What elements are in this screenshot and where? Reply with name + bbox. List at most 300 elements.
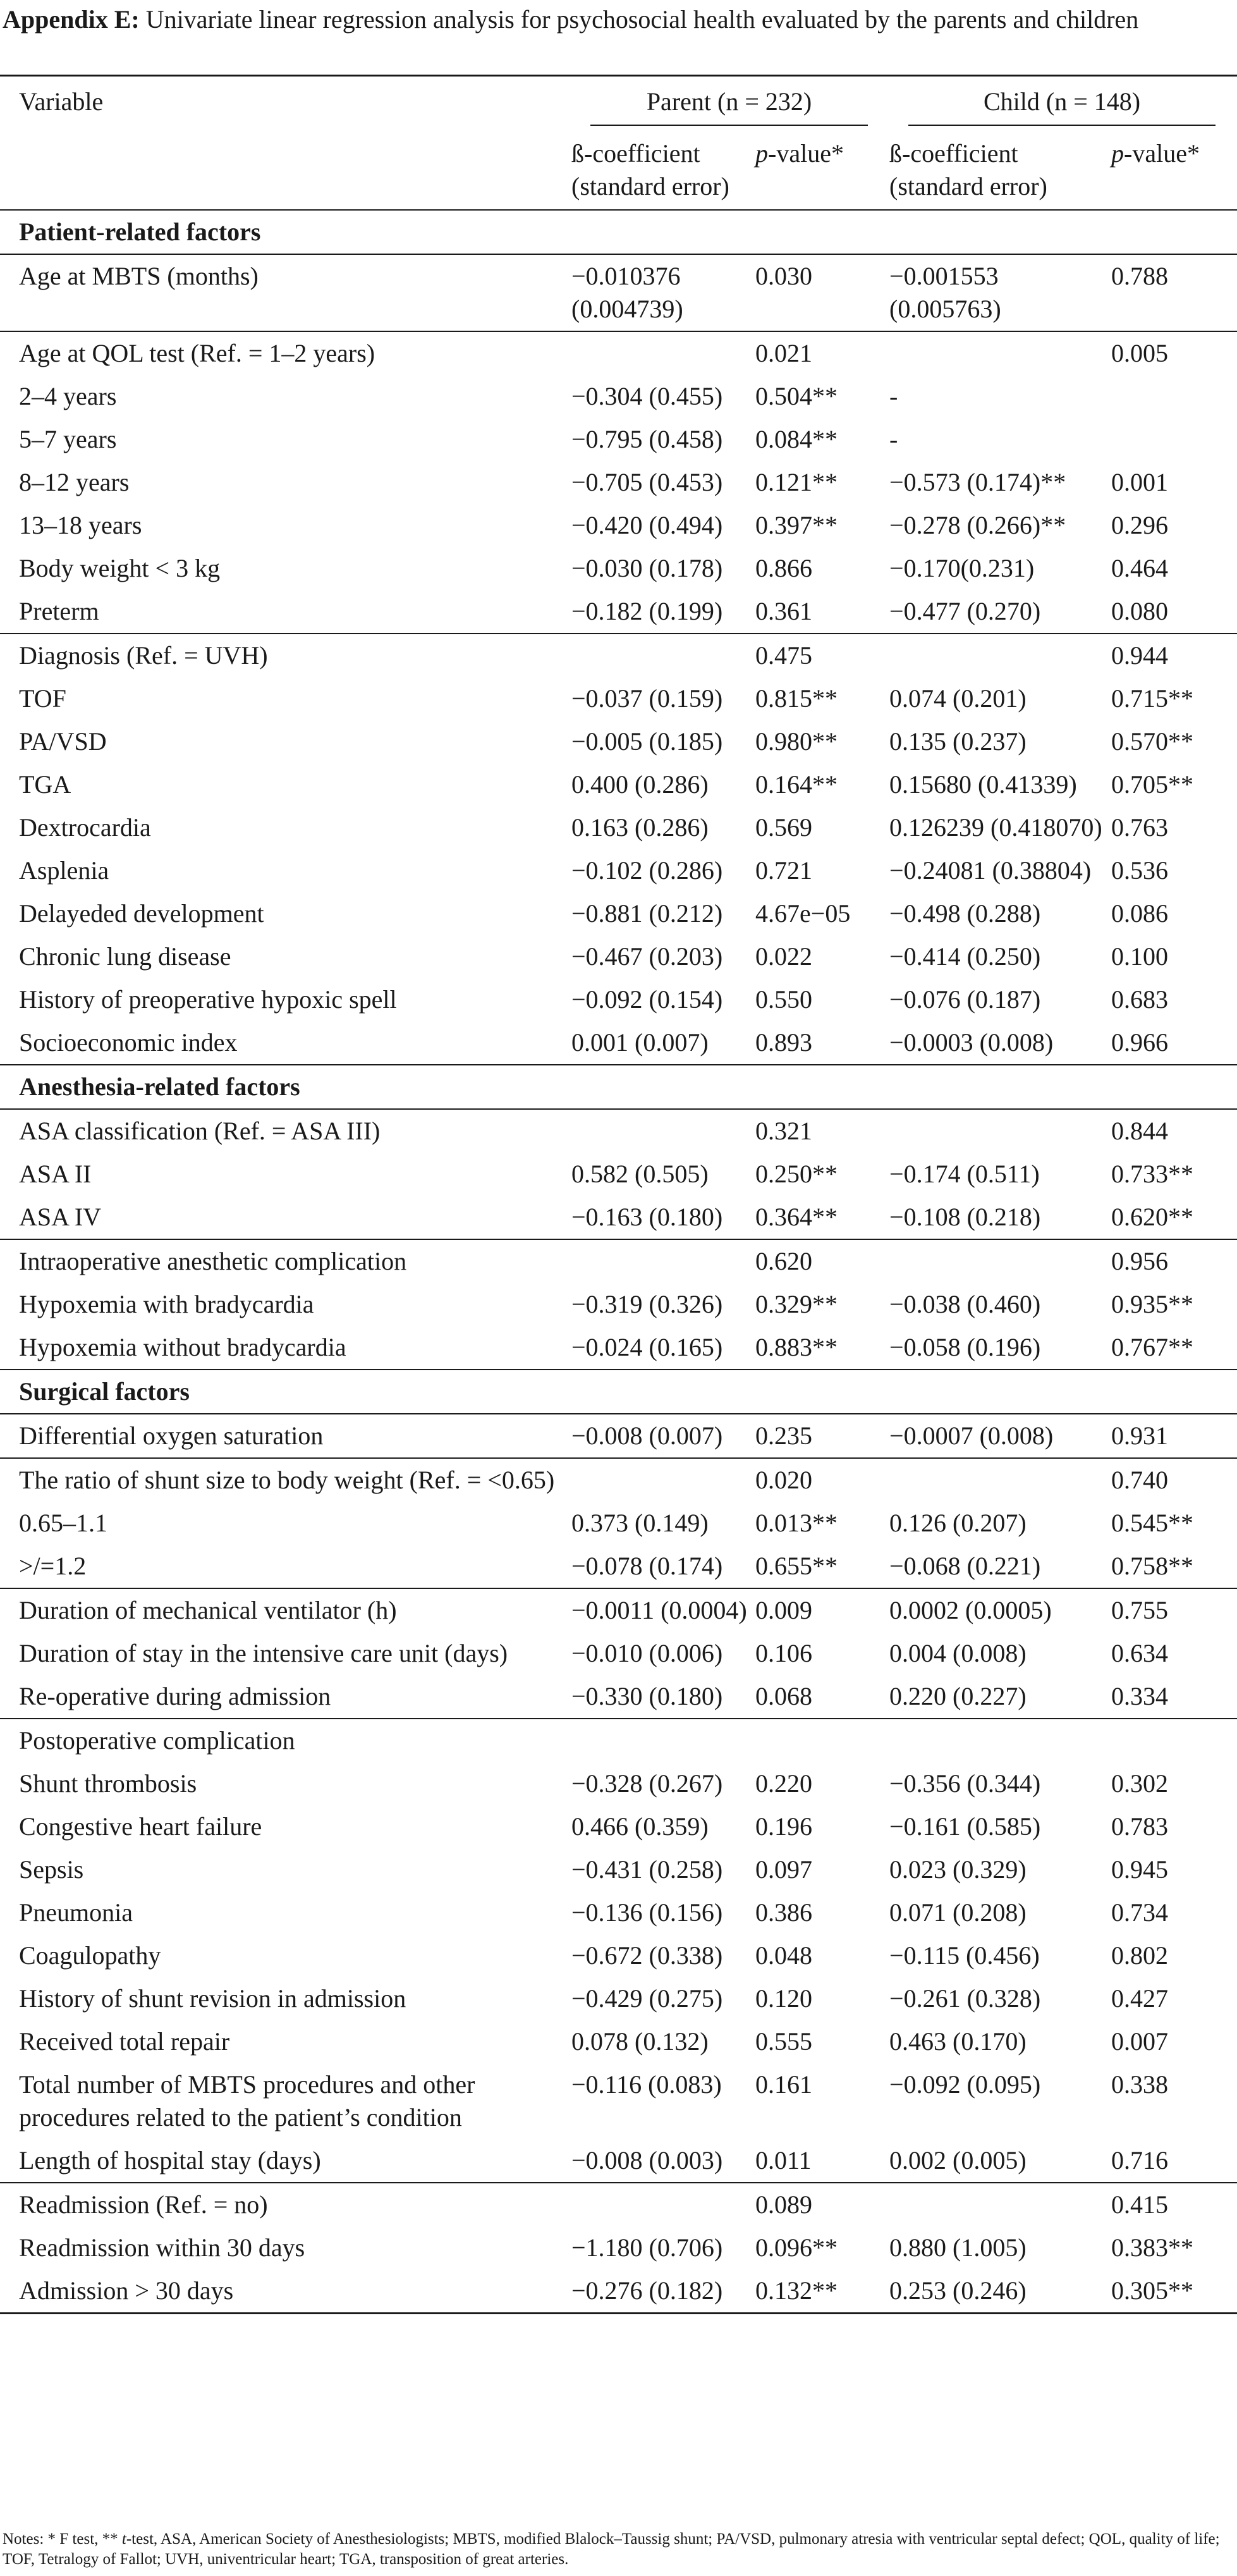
row-label: Intraoperative anesthetic complication [0,1239,571,1283]
header-blank [0,132,571,210]
parent-p-cell: 0.321 [755,1109,889,1153]
parent-p-cell: 0.021 [755,331,889,375]
table-row [0,1326,1237,1370]
parent-p-cell: 0.096** [755,2233,838,2262]
child-beta-cell: 0.880 (1.005) [889,2233,1027,2262]
child-p-cell: 0.788 [1111,254,1237,331]
parent-beta-cell: −0.429 (0.275) [571,1984,723,2013]
parent-p-cell: 0.106 [755,1639,812,1667]
parent-beta-cell: −0.024 (0.165) [571,1333,723,1361]
table-row [0,1632,1237,1675]
child-p-cell: 0.001 [1111,468,1169,496]
child-p-cell: 0.100 [1111,942,1169,971]
row-label: Anesthesia-related factors [0,1065,571,1109]
header-variable: Variable [0,76,571,133]
parent-p-cell [755,1065,889,1109]
child-p-cell: 0.715** [1111,684,1194,713]
child-p-cell [1111,210,1237,254]
table-row [0,1109,1237,1153]
row-label: Differential oxygen saturation [0,1414,571,1458]
child-p-cell: 0.945 [1111,1855,1169,1884]
table-row [0,2226,1237,2269]
parent-beta-cell [571,2183,755,2226]
parent-beta-cell: −0.276 (0.182) [571,2269,755,2314]
table-row [0,1719,1237,1762]
parent-p-cell: 0.097 [755,1855,812,1884]
header-beta-parent: ß-coefficient (standard error) [571,139,729,200]
header-parent-group [571,76,889,133]
child-p-cell: 0.334 [1111,1682,1169,1710]
parent-p-cell: 0.161 [755,2070,812,2099]
table-row [0,763,1237,806]
parent-beta-cell: −0.467 (0.203) [571,942,723,971]
row-label: Age at QOL test (Ref. = 1–2 years) [0,331,571,375]
parent-beta-cell [571,1719,755,1762]
child-beta-cell: −0.092 (0.095) [889,2070,1041,2099]
row-label: ASA classification (Ref. = ASA III) [0,1109,571,1153]
row-label: Hypoxemia with bradycardia [19,1290,314,1318]
child-beta-cell: 0.253 (0.246) [889,2269,1111,2314]
parent-beta-cell: −0.008 (0.007) [571,1414,755,1458]
child-p-cell: 0.305** [1111,2269,1237,2314]
row-label: Readmission within 30 days [19,2233,305,2262]
child-beta-cell: −0.001553 (0.005763) [889,254,1111,331]
child-beta-cell: −0.108 (0.218) [889,1203,1041,1231]
child-beta-cell [889,1458,1111,1502]
row-label: Patient-related factors [0,210,571,254]
table-row [0,634,1237,677]
parent-beta-cell [571,1239,755,1283]
child-p-cell [1111,1370,1237,1414]
parent-p-cell: 0.397** [755,511,838,539]
parent-p-cell: 0.883** [755,1333,838,1361]
table-row [0,590,1237,634]
table-row [0,2183,1237,2226]
row-label: 0.65–1.1 [19,1509,107,1537]
child-beta-cell: - [889,425,898,453]
child-p-cell: 0.683 [1111,985,1169,1014]
child-beta-cell [889,210,1111,254]
parent-p-cell: 0.235 [755,1414,889,1458]
parent-p-cell: 0.364** [755,1203,838,1231]
child-p-cell: 0.733** [1111,1160,1194,1188]
child-beta-cell [889,1065,1111,1109]
table-row [0,1021,1237,1065]
parent-beta-cell: −0.672 (0.338) [571,1941,723,1970]
table-row [0,1588,1237,1632]
parent-p-cell: 0.475 [755,634,889,677]
child-p-cell: 0.545** [1111,1509,1194,1537]
parent-p-cell: 0.250** [755,1160,838,1188]
child-beta-cell: −0.038 (0.460) [889,1290,1041,1318]
child-p-cell: 0.740 [1111,1458,1237,1502]
parent-p-cell: 0.504** [755,382,838,410]
child-beta-cell: −0.058 (0.196) [889,1333,1041,1361]
parent-p-cell: 0.030 [755,254,889,331]
child-beta-cell [889,634,1111,677]
table-row [0,547,1237,590]
parent-beta-cell: −0.136 (0.156) [571,1898,723,1927]
row-label: Pneumonia [19,1898,133,1927]
child-p-cell: 0.705** [1111,770,1194,799]
child-beta-cell: −0.573 (0.174)** [889,468,1066,496]
parent-p-cell: 0.721 [755,856,812,885]
table-row [0,1153,1237,1196]
child-p-cell: 0.767** [1111,1333,1194,1361]
parent-beta-cell: −1.180 (0.706) [571,2233,723,2262]
table-row [0,1805,1237,1848]
child-beta-cell: −0.0007 (0.008) [889,1414,1111,1458]
child-beta-cell: 0.002 (0.005) [889,2146,1027,2174]
parent-p-cell: 0.866 [755,554,812,582]
child-p-cell: 0.935** [1111,1290,1194,1318]
parent-p-cell: 0.196 [755,1812,812,1841]
child-beta-cell: −0.278 (0.266)** [889,511,1066,539]
parent-p-cell: 0.011 [755,2146,812,2174]
parent-p-cell: 0.620 [755,1239,889,1283]
row-label: Postoperative complication [0,1719,571,1762]
parent-p-cell: 0.550 [755,985,812,1014]
child-beta-cell [889,1370,1111,1414]
row-label: Age at MBTS (months) [0,254,571,331]
table-row [0,504,1237,547]
table-row [0,806,1237,849]
child-p-cell: 0.844 [1111,1109,1237,1153]
table-row [0,892,1237,935]
table-row [0,1283,1237,1326]
parent-beta-cell: 0.400 (0.286) [571,770,709,799]
row-label: Surgical factors [0,1370,571,1414]
header-child-group-label: Child (n = 148) [908,85,1216,126]
child-beta-cell: −0.498 (0.288) [889,899,1041,928]
parent-beta-cell: −0.182 (0.199) [571,597,723,625]
row-label: 13–18 years [19,511,142,539]
row-label: History of shunt revision in admission [19,1984,406,2013]
parent-p-cell: 0.084** [755,425,838,453]
row-label: Re-operative during admission [19,1682,331,1710]
parent-p-cell [755,1370,889,1414]
parent-beta-cell [571,331,755,375]
row-label: Admission > 30 days [0,2269,571,2314]
child-beta-cell: −0.24081 (0.38804) [889,856,1092,885]
parent-p-cell [755,210,889,254]
table-row [0,1848,1237,1891]
child-p-cell: 0.944 [1111,634,1237,677]
table-row [0,677,1237,720]
child-p-cell: 0.763 [1111,813,1169,842]
caption-label: Appendix E: [3,5,140,34]
parent-beta-cell: −0.881 (0.212) [571,899,723,928]
child-p-cell: 0.005 [1111,331,1237,375]
header-p-parent [755,132,889,210]
child-beta-cell: 0.071 (0.208) [889,1898,1027,1927]
row-label: Received total repair [19,2027,230,2056]
header-p-suffix: -value* [768,139,844,168]
child-p-cell: 0.802 [1111,1941,1169,1970]
row-label: Hypoxemia without bradycardia [19,1333,346,1361]
child-beta-cell [889,1239,1111,1283]
parent-beta-cell: −0.005 (0.185) [571,727,723,756]
child-p-cell: 0.302 [1111,1769,1169,1798]
row-label: TOF [19,684,66,713]
row-label: TGA [19,770,71,799]
table-row [0,2063,1237,2139]
parent-beta-cell: −0.102 (0.286) [571,856,723,885]
child-p-cell [1111,418,1237,461]
child-beta-cell: 0.220 (0.227) [889,1682,1027,1710]
row-label: Sepsis [19,1855,84,1884]
parent-beta-cell: −0.030 (0.178) [571,554,723,582]
parent-p-cell: 0.132** [755,2269,889,2314]
parent-p-cell: 4.67e−05 [755,899,851,928]
table-row [0,1675,1237,1719]
parent-beta-cell [571,1109,755,1153]
header-beta-child: ß-coefficient (standard error) [889,139,1047,200]
parent-p-cell: 0.048 [755,1941,812,1970]
child-beta-cell: 0.074 (0.201) [889,684,1027,713]
parent-beta-cell: −0.037 (0.159) [571,684,723,713]
parent-p-cell: 0.220 [755,1769,812,1798]
parent-beta-cell [571,1458,755,1502]
table-notes: Notes: * F test, ** t-test, ASA, American Society of Anesthesiologists; MBTS, modified Blalock–Taussig shunt; PA/VSD, pulmonary atresia with ventricular septal defect; QOL, quality of life; TOF, Tetralogy of Fallot; UVH, univentricular heart; TGA, transposition of great arteries. [3,2530,1220,2568]
row-label: ASA IV [19,1203,102,1231]
row-label: >/=1.2 [19,1552,87,1580]
parent-p-cell: 0.555 [755,2027,812,2056]
header-p-italic: p [1111,139,1124,168]
row-label: Total number of MBTS procedures and other procedures related to the patient’s condition [19,2070,475,2131]
section-header-row [0,1370,1237,1414]
child-beta-cell: −0.174 (0.511) [889,1160,1040,1188]
row-label: 2–4 years [19,382,117,410]
table-row [0,2139,1237,2183]
header-parent-group-label: Parent (n = 232) [590,85,868,126]
parent-beta-cell: −0.008 (0.003) [571,2146,723,2174]
row-label: Preterm [19,597,99,625]
child-beta-cell: −0.076 (0.187) [889,985,1041,1014]
child-beta-cell: 0.126239 (0.418070) [889,813,1102,842]
parent-beta-cell: −0.010 (0.006) [571,1639,723,1667]
parent-beta-cell: −0.330 (0.180) [571,1682,723,1710]
child-beta-cell: 0.135 (0.237) [889,727,1027,756]
child-beta-cell [889,1719,1111,1762]
parent-beta-cell [571,1370,755,1414]
parent-p-cell: 0.009 [755,1588,889,1632]
parent-beta-cell: −0.163 (0.180) [571,1203,723,1231]
child-p-cell: 0.415 [1111,2183,1237,2226]
header-p-suffix: -value* [1124,139,1200,168]
child-beta-cell: −0.477 (0.270) [889,597,1041,625]
row-label: Duration of stay in the intensive care unit (days) [19,1639,508,1667]
child-p-cell: 0.634 [1111,1639,1169,1667]
table-row [0,1239,1237,1283]
row-label: The ratio of shunt size to body weight (Ref. = <0.65) [0,1458,571,1502]
table-row [0,1545,1237,1588]
child-beta-cell [889,331,1111,375]
row-label: ASA II [19,1160,92,1188]
child-p-cell: 0.296 [1111,511,1169,539]
parent-beta-cell: −0.795 (0.458) [571,425,723,453]
child-beta-cell [889,1109,1111,1153]
parent-p-cell: 0.068 [755,1682,812,1710]
row-label: PA/VSD [19,727,107,756]
child-beta-cell: 0.004 (0.008) [889,1639,1027,1667]
child-beta-cell: 0.0002 (0.0005) [889,1588,1111,1632]
parent-p-cell: 0.655** [755,1552,838,1580]
parent-beta-cell: −0.010376 (0.004739) [571,254,755,331]
table-row [0,254,1237,331]
child-beta-cell [889,2183,1111,2226]
regression-table [0,75,1237,2314]
parent-beta-cell: 0.001 (0.007) [571,1028,709,1057]
child-beta-cell: - [889,382,898,410]
child-p-cell: 0.966 [1111,1028,1169,1057]
parent-beta-cell: −0.328 (0.267) [571,1769,723,1798]
parent-p-cell: 0.980** [755,727,838,756]
child-p-cell: 0.086 [1111,899,1169,928]
parent-beta-cell: −0.705 (0.453) [571,468,723,496]
parent-p-cell: 0.121** [755,468,838,496]
parent-p-cell: 0.361 [755,597,812,625]
child-beta-cell: −0.161 (0.585) [889,1812,1041,1841]
parent-beta-cell [571,1065,755,1109]
parent-beta-cell: −0.078 (0.174) [571,1552,723,1580]
row-label: Dextrocardia [19,813,151,842]
table-row [0,1762,1237,1805]
row-label: Chronic lung disease [19,942,231,971]
child-p-cell: 0.080 [1111,597,1169,625]
parent-beta-cell: 0.163 (0.286) [571,813,709,842]
child-p-cell: 0.956 [1111,1239,1237,1283]
parent-p-cell: 0.386 [755,1898,812,1927]
row-label: Delayeded development [19,899,264,928]
parent-beta-cell: 0.078 (0.132) [571,2027,709,2056]
row-label: Asplenia [19,856,109,885]
parent-p-cell: 0.815** [755,684,838,713]
parent-p-cell: 0.022 [755,942,812,971]
child-p-cell: 0.716 [1111,2146,1169,2174]
table-caption [3,4,1229,35]
table-row [0,418,1237,461]
parent-beta-cell: −0.319 (0.326) [571,1290,723,1318]
child-beta-cell: −0.0003 (0.008) [889,1028,1054,1057]
table-body [0,210,1237,2314]
row-label: Coagulopathy [19,1941,161,1970]
section-header-row [0,1065,1237,1109]
child-p-cell: 0.427 [1111,1984,1169,2013]
parent-p-cell: 0.120 [755,1984,812,2013]
table-row [0,1458,1237,1502]
row-label: Duration of mechanical ventilator (h) [0,1588,571,1632]
parent-p-cell: 0.329** [755,1290,838,1318]
parent-p-cell [755,1719,889,1762]
parent-beta-cell: −0.431 (0.258) [571,1855,723,1884]
parent-p-cell: 0.893 [755,1028,812,1057]
child-beta-cell: −0.261 (0.328) [889,1984,1041,2013]
child-beta-cell: −0.414 (0.250) [889,942,1041,971]
parent-beta-cell: −0.0011 (0.0004) [571,1588,755,1632]
row-label: Shunt thrombosis [19,1769,197,1798]
child-beta-cell: −0.356 (0.344) [889,1769,1041,1798]
table-row [0,1977,1237,2020]
table-row [0,1934,1237,1977]
parent-beta-cell: −0.304 (0.455) [571,382,723,410]
child-beta-cell: 0.463 (0.170) [889,2027,1027,2056]
table-row [0,331,1237,375]
child-p-cell [1111,1065,1237,1109]
table-row [0,720,1237,763]
child-p-cell: 0.620** [1111,1203,1194,1231]
header-p-italic: p [755,139,768,168]
row-label: Readmission (Ref. = no) [0,2183,571,2226]
parent-beta-cell: −0.420 (0.494) [571,511,723,539]
child-p-cell: 0.931 [1111,1414,1237,1458]
header-child-group [889,76,1237,133]
child-p-cell: 0.570** [1111,727,1194,756]
child-p-cell: 0.383** [1111,2233,1194,2262]
parent-p-cell: 0.569 [755,813,812,842]
table-row [0,978,1237,1021]
table-header-row-columns [0,132,1237,210]
child-beta-cell: −0.115 (0.456) [889,1941,1040,1970]
parent-beta-cell [571,634,755,677]
child-p-cell: 0.758** [1111,1552,1194,1580]
parent-p-cell: 0.020 [755,1458,889,1502]
table-row [0,1502,1237,1545]
child-p-cell: 0.338 [1111,2070,1169,2099]
parent-beta-cell: 0.466 (0.359) [571,1812,709,1841]
parent-beta-cell: −0.092 (0.154) [571,985,723,1014]
parent-p-cell: 0.089 [755,2183,889,2226]
parent-beta-cell [571,210,755,254]
child-beta-cell: 0.15680 (0.41339) [889,770,1077,799]
row-label: Length of hospital stay (days) [19,2146,321,2174]
row-label: Congestive heart failure [19,1812,262,1841]
table-row [0,935,1237,978]
table-row [0,849,1237,892]
parent-beta-cell: −0.116 (0.083) [571,2070,722,2099]
parent-p-cell: 0.164** [755,770,838,799]
parent-beta-cell: 0.373 (0.149) [571,1509,709,1537]
row-label: 8–12 years [19,468,130,496]
table-row [0,461,1237,504]
row-label: Socioeconomic index [19,1028,238,1057]
child-p-cell: 0.755 [1111,1588,1237,1632]
section-header-row [0,210,1237,254]
child-beta-cell: −0.170(0.231) [889,554,1035,582]
child-beta-cell: −0.068 (0.221) [889,1552,1041,1580]
table-row [0,2020,1237,2063]
row-label: 5–7 years [19,425,117,453]
child-p-cell: 0.734 [1111,1898,1169,1927]
parent-beta-cell: 0.582 (0.505) [571,1160,709,1188]
table-row [0,375,1237,418]
child-p-cell [1111,1719,1237,1762]
child-p-cell [1111,375,1237,418]
table-header-row-groups [0,76,1237,133]
row-label: Body weight < 3 kg [19,554,221,582]
row-label: Diagnosis (Ref. = UVH) [0,634,571,677]
child-p-cell: 0.464 [1111,554,1169,582]
child-beta-cell: 0.126 (0.207) [889,1509,1027,1537]
table-row [0,2269,1237,2314]
parent-p-cell: 0.013** [755,1509,838,1537]
child-p-cell: 0.007 [1111,2027,1169,2056]
child-p-cell: 0.536 [1111,856,1169,885]
table-row [0,1891,1237,1934]
child-beta-cell: 0.023 (0.329) [889,1855,1027,1884]
table-row [0,1196,1237,1239]
header-p-child [1111,132,1237,210]
